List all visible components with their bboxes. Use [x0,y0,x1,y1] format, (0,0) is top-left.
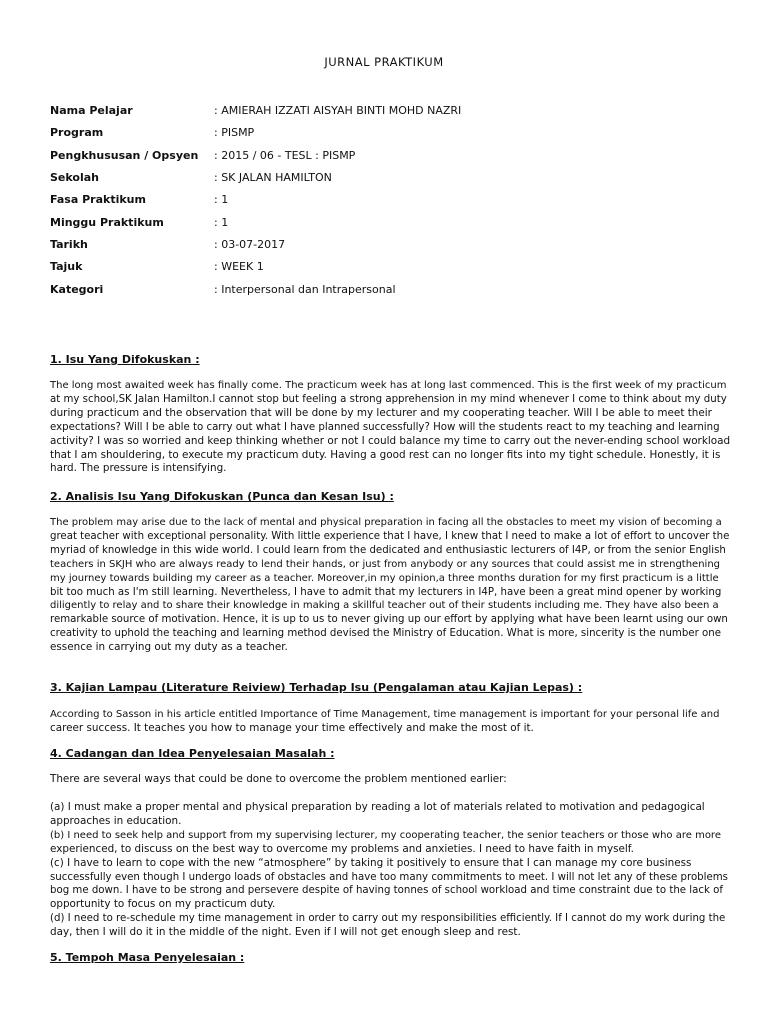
section-paragraph [50,516,730,655]
info-value: : PISMP [214,126,255,139]
section-heading: 3. Kajian Lampau (Literature Reiview) Terhadap Isu (Pengalaman atau Kajian Lepas) : [50,681,583,694]
document-title: JURNAL PRAKTIKUM [324,55,444,69]
paragraph-line: hard. The pressure is intensifying. [50,462,227,475]
section-paragraph [50,773,722,787]
paragraph-line: at my school,SK Jalan Hamilton.I cannot stop but feeling a strong apprehension in my mind whenever I come to think about my duty [50,393,727,405]
info-value: : 03-07-2017 [214,238,286,251]
paragraph-line: bog me down. I have to be strong and persevere despite of having tonnes of school workload and time constraint due to the lack of [50,885,723,897]
paragraph-line: (b) I need to seek help and support from my supervising lecturer, my cooperating teacher, the senior teachers or those who are more [50,829,721,841]
paragraph-line: during practicum and the observation that will be done by my lecturer and my cooperating teacher. Will I be able to meet their [50,406,712,419]
section-heading: 2. Analisis Isu Yang Difokuskan (Punca dan Kesan Isu) : [50,490,394,503]
paragraph-line: creativity to uphold the teaching and learning method devised the Ministry of Education. What is more, sincerity is the number one [50,628,721,640]
paragraph-line: that I am shouldering, to execute my practicum duty. Having a good rest can no longer fits into my tight schedule. Honestly, it is [50,448,721,461]
info-label: Pengkhususan / Opsyen [50,149,199,162]
paragraph-line: day, then I will do it in the middle of the night. Even if I will not get enough sleep and rest. [50,926,521,939]
info-value: : Interpersonal dan Intrapersonal [214,283,396,296]
info-label: Tarikh [50,238,88,251]
paragraph-line: (d) I need to re-schedule my time management in order to carry out my responsibilities efficiently. If I cannot do my work during the [50,913,726,925]
paragraph-line: (c) I have to learn to cope with the new “atmosphere” by taking it positively to ensure that I can manage my core business [50,856,692,869]
paragraph-line: essence in carrying out my duty as a teacher. [50,641,288,654]
paragraph-line: my journey towards building my career as a teacher. Moreover,in my opinion,a three months duration for my first practicum is a little [50,572,719,584]
paragraph-line: career success. It teaches you how to manage your time effectively and make the most of it. [50,721,534,734]
paragraph-line: great teacher with exceptional personality. With little experience that I have, I knew that I need to make a lot of effort to uncover the [50,530,730,542]
paragraph-line: (a) I must make a proper mental and physical preparation by reading a lot of materials related to motivation and pedagogical [50,801,705,813]
info-label: Tajuk [50,260,83,273]
info-value: : 1 [214,216,229,229]
paragraph-line: teachers in SKJH who are always ready to lend their hands, or just from anybody or any sources that could assist me in strengthening [50,558,721,570]
section-heading: 4. Cadangan dan Idea Penyelesaian Masalah : [50,747,335,760]
paragraph-line: bit too much as I'm still learning. Nevertheless, I have to admit that my lecturers in I4P, have been a great mind opener by working [50,586,722,598]
paragraph-line: remarkable source of motivation. Hence, it is up to us to never giving up our effort by applying what have been learnt using our own [50,614,728,626]
paragraph-line: According to Sasson in his article entitled Importance of Time Management, time management is important for your personal life and [50,709,720,720]
info-value: : SK JALAN HAMILTON [214,171,332,184]
section-paragraph [50,708,722,736]
paragraph-line: myriad of knowledge in this wide world. I could learn from the dedicated and enthusiastic lecturers of I4P, or from the senior English [50,544,726,556]
info-value: : 1 [214,193,229,206]
info-label: Kategori [50,283,104,296]
info-label: Nama Pelajar [50,104,133,117]
info-label: Minggu Praktikum [50,216,164,229]
paragraph-line: expectations? Will I be able to carry out what I have planned successfully? How will the students react to my teaching and learning [50,421,720,433]
paragraph-line: There are several ways that could be done to overcome the problem mentioned earlier: [50,773,507,785]
section-paragraph [50,379,731,476]
paragraph-line: opportunity to focus on my practicum duty. [50,898,276,911]
info-label: Fasa Praktikum [50,193,146,206]
paragraph-line: successfully even though I undergo loads of obstacles and have too many commitments to meet. I will not let any of these problems [50,871,728,883]
paragraph-line: The problem may arise due to the lack of mental and physical preparation in facing all the obstacles to meet my vision of becoming a [50,517,722,528]
info-label: Program [50,126,104,139]
paragraph-line: The long most awaited week has finally come. The practicum week has at long last commenced. This is the first week of my practicum [50,380,727,391]
info-value: : WEEK 1 [214,260,264,273]
info-label: Sekolah [50,171,99,184]
paragraph-line: activity? I was so worried and keep thinking whether or not I could balance my time to carry out the never-ending school workload [50,434,731,447]
info-value: : AMIERAH IZZATI AISYAH BINTI MOHD NAZRI [214,104,462,117]
section-heading: 1. Isu Yang Difokuskan : [50,353,200,366]
paragraph-line: approaches in education. [50,814,182,827]
paragraph-line: diligently to relay and to share their knowledge in making a skillful teacher out of their students including me. They have also been a [50,600,719,612]
paragraph-line: experienced, to discuss on the best way to overcome my problems and anxieties. I need to have faith in myself. [50,842,634,855]
section-paragraph [50,801,728,940]
info-value: : 2015 / 06 - TESL : PISMP [214,149,356,162]
section-heading: 5. Tempoh Masa Penyelesaian : [50,951,245,964]
